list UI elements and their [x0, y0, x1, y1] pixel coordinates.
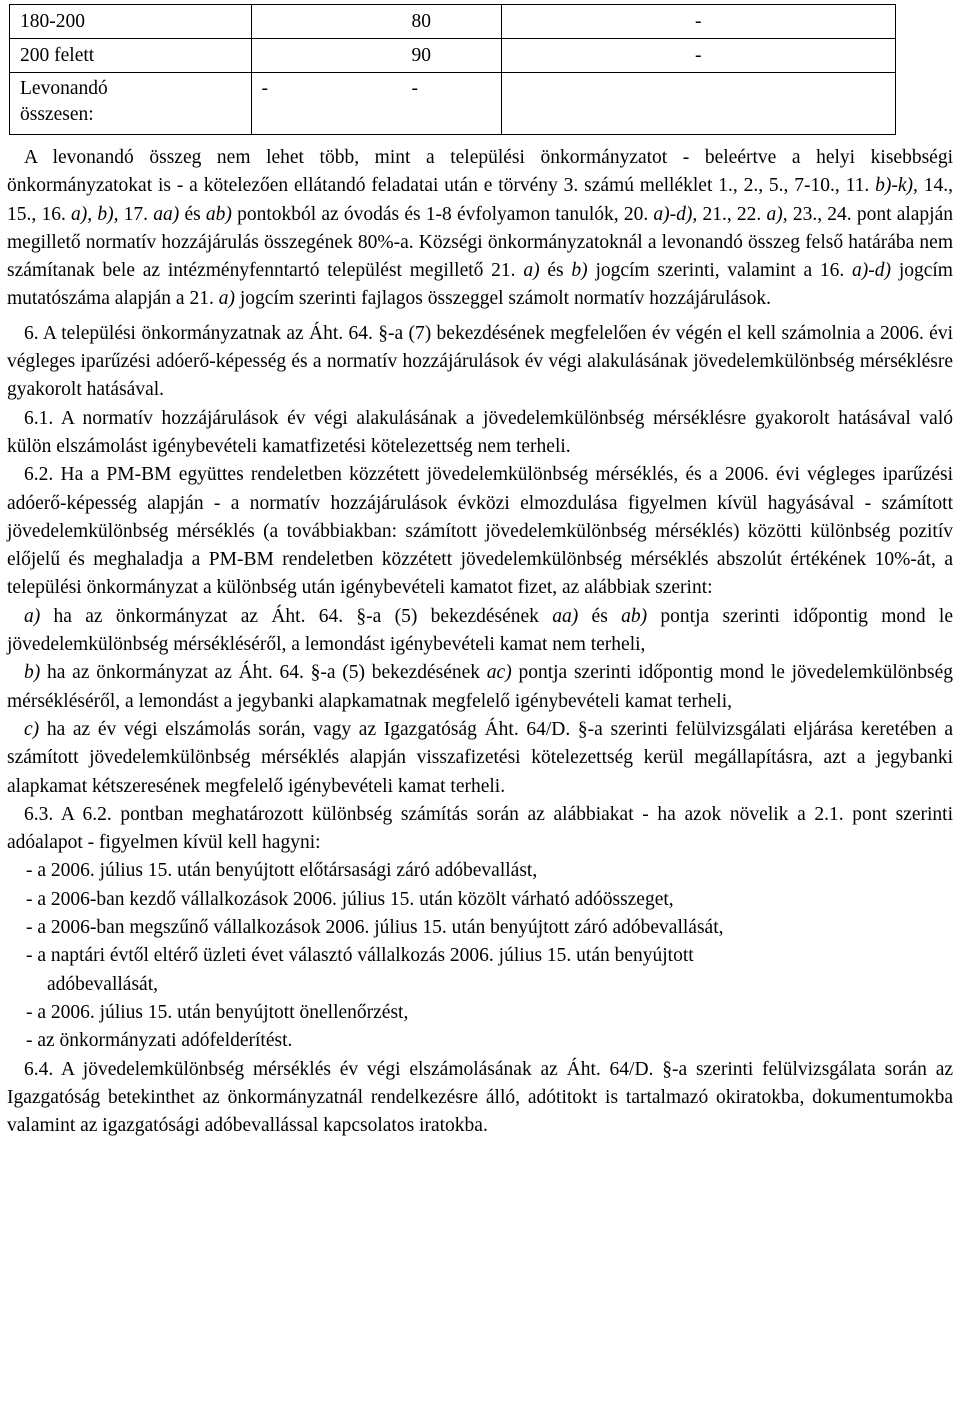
list-item: - a naptári évtől eltérő üzleti évet választó vállalkozás 2006. július 15. után benyújtott adóbevallását,: [26, 945, 694, 995]
table-cell: [501, 73, 895, 135]
table-cell: 200 felett: [10, 39, 252, 73]
paragraph-6-2-b: b) ha az önkormányzat az Áht. 64. §-a (5) bekezdésének ac) pontja szerinti időpontig mond le jövedelemkülönbség mérsékléséről, a lemondást a jegybanki alapkamatnak megfelelő igénybevételi kamat terheli,: [7, 662, 953, 712]
paragraph-6-2-a: a) ha az önkormányzat az Áht. 64. §-a (5) bekezdésének aa) és ab) pontja szerinti időpontig mond le jövedelemkülönbség mérsékléséről, a lemondást igénybevételi kamat nem terheli,: [7, 605, 953, 656]
table-cell: -: [501, 39, 895, 73]
list-item: - a 2006. július 15. után benyújtott önellenőrzést,: [26, 1001, 409, 1023]
paragraph-6-4: 6.4. A jövedelemkülönbség mérséklés év végi elszámolásának az Áht. 64/D. §-a szerinti felülvizsgálata során az Igazgatóság betekinthet az önkormányzatnál rendelkezésre álló, adótitokt is tartalmazó okiratokba, dokumentumokba valamint az igazgatósági adóbevallással kapcsolatos iratokba.: [7, 1058, 953, 1137]
paragraph-6-1: 6.1. A normatív hozzájárulások év végi alakulásának a jövedelemkülönbség mérséklésre gyakorolt hatásával való külön elszámolást igénybevételi kamatfizetési kötelezettség nem terheli.: [7, 407, 953, 457]
table-cell: 80: [251, 5, 501, 39]
paragraph-6: 6. A települési önkormányzatnak az Áht. 64. §-a (7) bekezdésének megfelelően év végén el kell számolnia a 2006. évi végleges iparűzési adóerő-képesség és a normatív hozzájárulások év végi alakulásának jövedelemkülönbség mérséklésre gyakorolt hatásával.: [7, 322, 953, 401]
table-cell: - -: [251, 73, 501, 135]
table-cell: 180-200: [10, 5, 252, 39]
table-row: [10, 5, 896, 39]
paragraph-6-2: 6.2. Ha a PM-BM együttes rendeletben közzétett jövedelemkülönbség mérséklés, és a 2006. évi végleges iparűzési adóerő-képesség alapján - a normatív hozzájárulások évközi elmozdulása figyelmen kívül hagyásával - számított jövedelemkülönbség mérséklés (a továbbiakban: számított jövedelemkülönbség mérséklés) közötti különbség pozitív előjelű és meghaladja a PM-BM rendeletben közzétett jövedelemkülönbség mérséklés abszolút értékének 10%-át, a települési önkormányzat a különbség után igénybevételi kamatot fizet, az alábbiak szerint:: [7, 464, 953, 599]
paragraph-6-3: 6.3. A 6.2. pontban meghatározott különbség számítás során az alábbiakat - ha azok növelik a 2.1. pont szerinti adóalapot - figyelmen kívül kell hagyni:: [7, 803, 953, 854]
table-cell: 90: [251, 39, 501, 73]
table-row-summary: [10, 73, 896, 135]
table-row: [10, 39, 896, 73]
document-body: [7, 144, 953, 1140]
list-item: - a 2006. július 15. után benyújtott előtársasági záró adóbevallást,: [26, 860, 538, 882]
table-cell: -: [501, 5, 895, 39]
list-item: - a 2006-ban megszűnő vállalkozások 2006. július 15. után benyújtott záró adóbevallását,: [26, 917, 724, 939]
levonando-table: [9, 4, 896, 135]
paragraph-6-2-c: c) ha az év végi elszámolás során, vagy az Igazgatóság Áht. 64/D. §-a szerinti felülvizsgálati eljárása keretében a számított jövedelemkülönbség mérséklés alapján visszafizetési kötelezettség kerül megállapításra, azt a jegybanki alapkamat kétszeresének megfelelő igénybevételi kamat terheli.: [7, 718, 953, 797]
paragraph-levonando: A levonandó összeg nem lehet több, mint a települési önkormányzatot - beleértve a helyi kisebbségi önkormányzatokat is - a kötelezően ellátandó feladatai után e törvény 3. számú melléklet 1., 2., 5., 7-10., 11. b)-k), 14., 15., 16. a), b), 17. aa) és ab) pontokból az óvodás és 1-8 évfolyamon tanulók, 20. a)-d), 21., 22. a), 23., 24. pont alapján megillető normatív hozzájárulás összegének 80%-a. Községi önkormányzatoknál a levonandó összeg felső határába nem számítanak bele az intézményfenntartó települést megillető 21. a) és b) jogcím szerinti, valamint a 16. a)-d) jogcím mutatószáma alapján a 21. a) jogcím szerinti fajlagos összeggel számolt normatív hozzájárulások.: [7, 147, 954, 310]
table-cell: Levonandó összesen:: [10, 73, 252, 135]
list-item: - az önkormányzati adófelderítést.: [26, 1030, 293, 1052]
list-item: - a 2006-ban kezdő vállalkozások 2006. július 15. után közölt várható adóösszeget,: [26, 888, 674, 910]
